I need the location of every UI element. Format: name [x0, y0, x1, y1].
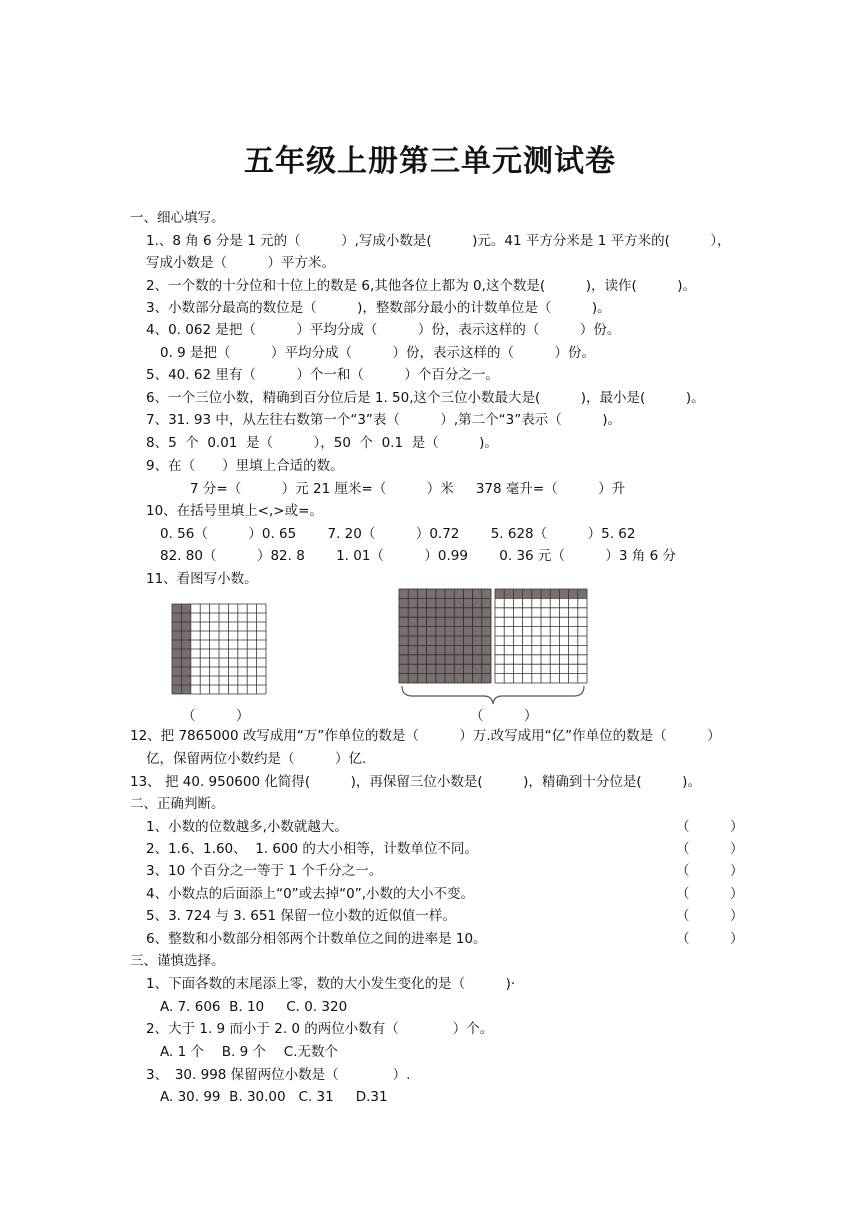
- question-4b: 0. 9 是把（ ）平均分成（ ）份，表示这样的（ ）份。: [160, 345, 596, 361]
- judge-answer-blank: （ ）: [676, 886, 744, 902]
- question-9a: 7 分=（ ）元 21 厘米=（ ）米 378 毫升=（ ）升: [190, 481, 626, 497]
- question-7: 7、31. 93 中，从左往右数第一个“3”表（ ）,第二个“3”表示（ )。: [146, 412, 622, 428]
- question-5: 5、40. 62 里有（ ）个一和（ ）个百分之一。: [146, 367, 499, 383]
- grid-figure-2: [398, 588, 492, 684]
- judge-item: 3、10 个百分之一等于 1 个千分之一。: [146, 863, 383, 879]
- choice-options-3: A. 30. 99 B. 30.00 C. 31 D.31: [160, 1089, 388, 1105]
- judge-item: 6、整数和小数部分相邻两个计数单位之间的进率是 10。: [146, 931, 487, 947]
- question-1a: 1.、8 角 6 分是 1 元的（ ）,写成小数是( )元。41 平方分米是 1 平方米的( ），: [146, 233, 731, 249]
- judge-item: 5、3. 724 与 3. 651 保留一位小数的近似值一样。: [146, 908, 456, 924]
- section2-heading: 二、正确判断。: [130, 796, 225, 812]
- choice-question-3: 3、 30. 998 保留两位小数是（ ）.: [146, 1067, 411, 1083]
- question-1b: 写成小数是（ ）平方米。: [146, 255, 335, 271]
- figure-2-answer-blank: （ ）: [470, 708, 538, 724]
- judge-answer-blank: （ ）: [676, 819, 744, 835]
- question-6: 6、一个三位小数，精确到百分位后是 1. 50,这个三位小数最大是( )，最小是( )。: [146, 390, 705, 406]
- question-3: 3、小数部分最高的数位是（ )，整数部分最小的计数单位是（ )。: [146, 300, 611, 316]
- choice-options-1: A. 7. 606 B. 10 C. 0. 320: [160, 999, 348, 1015]
- judge-answer-blank: （ ）: [676, 863, 744, 879]
- question-10: 10、在括号里填上<,>或=。: [146, 503, 323, 519]
- question-10b: 82. 80（ ）82. 8 1. 01（ ）0.99 0. 36 元（ ）3 角 6 分: [160, 548, 676, 564]
- question-12a: 12、把 7865000 改写成用“万”作单位的数是（ ）万.改写成用“亿”作单位的数是（ ）: [130, 728, 721, 744]
- judge-answer-blank: （ ）: [676, 841, 744, 857]
- choice-options-2: A. 1 个 B. 9 个 C.无数个: [160, 1044, 338, 1060]
- question-9: 9、在（ ）里填上合适的数。: [146, 458, 344, 474]
- choice-question-1: 1、下面各数的末尾添上零，数的大小发生变化的是（ )·: [146, 976, 516, 992]
- question-11: 11、看图写小数。: [146, 571, 258, 587]
- question-2: 2、一个数的十分位和十位上的数是 6,其他各位上都为 0,这个数是( )，读作( )。: [146, 278, 696, 294]
- judge-item: 4、小数点的后面添上“0”或去掉“0”,小数的大小不变。: [146, 886, 475, 902]
- question-13: 13、 把 40. 950600 化简得( )，再保留三位小数是( )，精确到十分位是( )。: [130, 774, 701, 790]
- section3-heading: 三、谨慎选择。: [130, 953, 225, 969]
- judge-answer-blank: （ ）: [676, 931, 744, 947]
- question-4a: 4、0. 062 是把（ ）平均分成（ ）份，表示这样的（ ）份。: [146, 322, 621, 338]
- judge-answer-blank: （ ）: [676, 908, 744, 924]
- grid-figure-3: [494, 588, 588, 684]
- section1-heading: 一、细心填写。: [130, 210, 225, 226]
- question-12b: 亿，保留两位小数约是（ ）亿.: [146, 751, 367, 767]
- choice-question-2: 2、大于 1. 9 而小于 2. 0 的两位小数有（ ）个。: [146, 1021, 494, 1037]
- question-10a: 0. 56（ ）0. 65 7. 20（ ）0.72 5. 628（ ）5. 62: [160, 526, 636, 542]
- figure-1-answer-blank: （ ）: [182, 708, 250, 724]
- question-8: 8、5 个 0.01 是（ ），50 个 0.1 是（ )。: [146, 435, 498, 451]
- page-title: 五年级上册第三单元测试卷: [244, 144, 616, 179]
- grid-figure-1: [171, 603, 267, 695]
- judge-item: 2、1.6、1.60、 1. 600 的大小相等，计数单位不同。: [146, 841, 478, 857]
- judge-item: 1、小数的位数越多,小数就越大。: [146, 819, 348, 835]
